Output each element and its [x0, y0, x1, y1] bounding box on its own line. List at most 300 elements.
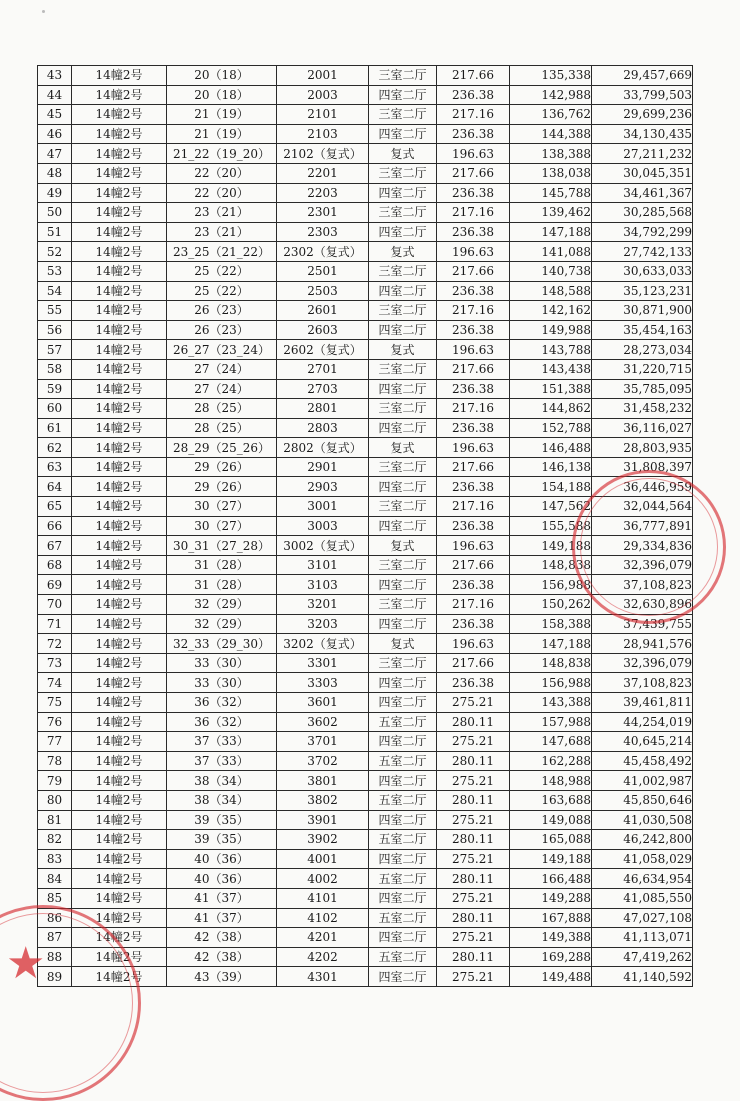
cell-area: 217.16	[437, 595, 510, 615]
cell-room-number: 2003	[277, 85, 369, 105]
cell-total-price: 34,461,367	[592, 183, 693, 203]
cell-row-number: 86	[38, 908, 72, 928]
cell-area: 280.11	[437, 751, 510, 771]
cell-unit-price: 138,038	[510, 163, 592, 183]
cell-total-price: 35,123,231	[592, 281, 693, 301]
cell-row-number: 52	[38, 242, 72, 262]
cell-area: 275.21	[437, 849, 510, 869]
cell-row-number: 84	[38, 869, 72, 889]
cell-room-number: 2603	[277, 320, 369, 340]
cell-unit-price: 142,988	[510, 85, 592, 105]
cell-building: 14幢2号	[72, 967, 167, 987]
cell-total-price: 41,113,071	[592, 928, 693, 948]
cell-unit-price: 147,188	[510, 222, 592, 242]
cell-layout-type: 四室二厅	[369, 810, 437, 830]
cell-unit-price: 142,162	[510, 301, 592, 321]
cell-area: 280.11	[437, 908, 510, 928]
cell-unit-price: 148,838	[510, 653, 592, 673]
cell-unit-price: 148,988	[510, 771, 592, 791]
cell-room-number: 2001	[277, 66, 369, 86]
cell-total-price: 30,871,900	[592, 301, 693, 321]
table-row	[38, 457, 693, 477]
cell-room-number: 2102（复式）	[277, 144, 369, 164]
cell-area: 280.11	[437, 830, 510, 850]
cell-layout-type: 四室二厅	[369, 124, 437, 144]
cell-row-number: 71	[38, 614, 72, 634]
cell-floor: 33（30）	[167, 673, 277, 693]
cell-unit-price: 147,188	[510, 634, 592, 654]
cell-layout-type: 三室二厅	[369, 399, 437, 419]
cell-layout-type: 四室二厅	[369, 673, 437, 693]
cell-building: 14幢2号	[72, 418, 167, 438]
cell-total-price: 31,458,232	[592, 399, 693, 419]
cell-row-number: 70	[38, 595, 72, 615]
cell-building: 14幢2号	[72, 163, 167, 183]
cell-unit-price: 144,388	[510, 124, 592, 144]
table-row	[38, 242, 693, 262]
cell-building: 14幢2号	[72, 105, 167, 125]
cell-row-number: 60	[38, 399, 72, 419]
table-row	[38, 908, 693, 928]
cell-room-number: 4202	[277, 947, 369, 967]
table-row	[38, 790, 693, 810]
cell-total-price: 34,792,299	[592, 222, 693, 242]
table-row	[38, 281, 693, 301]
cell-layout-type: 复式	[369, 634, 437, 654]
cell-room-number: 4001	[277, 849, 369, 869]
cell-total-price: 35,785,095	[592, 379, 693, 399]
cell-unit-price: 156,988	[510, 673, 592, 693]
table-row	[38, 163, 693, 183]
cell-floor: 27（24）	[167, 379, 277, 399]
cell-floor: 37（33）	[167, 751, 277, 771]
table-row	[38, 693, 693, 713]
table-row	[38, 575, 693, 595]
cell-building: 14幢2号	[72, 379, 167, 399]
cell-building: 14幢2号	[72, 320, 167, 340]
cell-unit-price: 166,488	[510, 869, 592, 889]
cell-area: 196.63	[437, 536, 510, 556]
cell-total-price: 37,108,823	[592, 575, 693, 595]
cell-area: 280.11	[437, 947, 510, 967]
table-row	[38, 869, 693, 889]
cell-layout-type: 三室二厅	[369, 203, 437, 223]
cell-row-number: 81	[38, 810, 72, 830]
cell-total-price: 40,645,214	[592, 732, 693, 752]
cell-layout-type: 复式	[369, 340, 437, 360]
cell-building: 14幢2号	[72, 203, 167, 223]
cell-row-number: 77	[38, 732, 72, 752]
cell-floor: 38（34）	[167, 790, 277, 810]
cell-layout-type: 三室二厅	[369, 555, 437, 575]
cell-layout-type: 三室二厅	[369, 105, 437, 125]
cell-building: 14幢2号	[72, 810, 167, 830]
cell-building: 14幢2号	[72, 634, 167, 654]
cell-floor: 39（35）	[167, 810, 277, 830]
cell-unit-price: 151,388	[510, 379, 592, 399]
table-row	[38, 810, 693, 830]
cell-unit-price: 149,088	[510, 810, 592, 830]
cell-floor: 42（38）	[167, 947, 277, 967]
cell-area: 236.38	[437, 124, 510, 144]
cell-building: 14幢2号	[72, 301, 167, 321]
cell-floor: 31（28）	[167, 575, 277, 595]
cell-layout-type: 四室二厅	[369, 849, 437, 869]
cell-area: 236.38	[437, 516, 510, 536]
cell-layout-type: 四室二厅	[369, 732, 437, 752]
cell-building: 14幢2号	[72, 144, 167, 164]
cell-room-number: 3003	[277, 516, 369, 536]
cell-total-price: 37,108,823	[592, 673, 693, 693]
cell-row-number: 58	[38, 359, 72, 379]
cell-floor: 26（23）	[167, 320, 277, 340]
cell-layout-type: 复式	[369, 438, 437, 458]
cell-building: 14幢2号	[72, 869, 167, 889]
cell-building: 14幢2号	[72, 85, 167, 105]
table-body	[38, 66, 693, 987]
cell-row-number: 75	[38, 693, 72, 713]
cell-unit-price: 149,488	[510, 967, 592, 987]
cell-unit-price: 145,788	[510, 183, 592, 203]
cell-row-number: 54	[38, 281, 72, 301]
cell-unit-price: 156,988	[510, 575, 592, 595]
cell-total-price: 41,085,550	[592, 888, 693, 908]
cell-layout-type: 三室二厅	[369, 261, 437, 281]
cell-building: 14幢2号	[72, 732, 167, 752]
cell-total-price: 32,396,079	[592, 555, 693, 575]
cell-area: 217.16	[437, 399, 510, 419]
cell-total-price: 28,803,935	[592, 438, 693, 458]
cell-area: 217.16	[437, 203, 510, 223]
cell-area: 236.38	[437, 379, 510, 399]
cell-floor: 32_33（29_30）	[167, 634, 277, 654]
cell-row-number: 76	[38, 712, 72, 732]
cell-row-number: 61	[38, 418, 72, 438]
cell-floor: 21_22（19_20）	[167, 144, 277, 164]
cell-area: 275.21	[437, 967, 510, 987]
cell-floor: 32（29）	[167, 595, 277, 615]
table-row	[38, 320, 693, 340]
cell-building: 14幢2号	[72, 516, 167, 536]
cell-area: 196.63	[437, 438, 510, 458]
cell-row-number: 83	[38, 849, 72, 869]
cell-total-price: 31,808,397	[592, 457, 693, 477]
cell-area: 196.63	[437, 634, 510, 654]
cell-layout-type: 三室二厅	[369, 653, 437, 673]
cell-area: 275.21	[437, 810, 510, 830]
cell-floor: 37（33）	[167, 732, 277, 752]
cell-building: 14幢2号	[72, 908, 167, 928]
cell-total-price: 32,396,079	[592, 653, 693, 673]
cell-row-number: 88	[38, 947, 72, 967]
cell-floor: 41（37）	[167, 908, 277, 928]
cell-room-number: 2601	[277, 301, 369, 321]
cell-area: 217.66	[437, 653, 510, 673]
cell-floor: 23（21）	[167, 203, 277, 223]
cell-total-price: 31,220,715	[592, 359, 693, 379]
cell-floor: 27（24）	[167, 359, 277, 379]
cell-room-number: 2803	[277, 418, 369, 438]
cell-unit-price: 149,188	[510, 849, 592, 869]
cell-total-price: 29,457,669	[592, 66, 693, 86]
cell-row-number: 80	[38, 790, 72, 810]
cell-room-number: 2501	[277, 261, 369, 281]
table-row	[38, 144, 693, 164]
cell-floor: 20（18）	[167, 85, 277, 105]
table-row	[38, 888, 693, 908]
cell-area: 236.38	[437, 320, 510, 340]
cell-building: 14幢2号	[72, 673, 167, 693]
cell-row-number: 62	[38, 438, 72, 458]
cell-room-number: 3601	[277, 693, 369, 713]
cell-row-number: 50	[38, 203, 72, 223]
cell-unit-price: 162,288	[510, 751, 592, 771]
cell-total-price: 33,799,503	[592, 85, 693, 105]
cell-room-number: 2203	[277, 183, 369, 203]
cell-room-number: 2903	[277, 477, 369, 497]
cell-building: 14幢2号	[72, 261, 167, 281]
cell-room-number: 2602（复式）	[277, 340, 369, 360]
cell-total-price: 41,140,592	[592, 967, 693, 987]
cell-room-number: 4002	[277, 869, 369, 889]
cell-unit-price: 143,438	[510, 359, 592, 379]
table-row	[38, 418, 693, 438]
cell-area: 275.21	[437, 732, 510, 752]
cell-unit-price: 169,288	[510, 947, 592, 967]
cell-layout-type: 四室二厅	[369, 418, 437, 438]
cell-layout-type: 四室二厅	[369, 281, 437, 301]
cell-floor: 32（29）	[167, 614, 277, 634]
table-row	[38, 516, 693, 536]
cell-row-number: 72	[38, 634, 72, 654]
table-row	[38, 634, 693, 654]
cell-layout-type: 三室二厅	[369, 163, 437, 183]
cell-room-number: 2103	[277, 124, 369, 144]
cell-total-price: 32,044,564	[592, 497, 693, 517]
cell-total-price: 29,334,836	[592, 536, 693, 556]
table-row	[38, 830, 693, 850]
cell-room-number: 2303	[277, 222, 369, 242]
cell-unit-price: 143,788	[510, 340, 592, 360]
cell-row-number: 67	[38, 536, 72, 556]
cell-total-price: 47,027,108	[592, 908, 693, 928]
cell-layout-type: 五室二厅	[369, 830, 437, 850]
cell-row-number: 73	[38, 653, 72, 673]
cell-total-price: 41,058,029	[592, 849, 693, 869]
cell-room-number: 2101	[277, 105, 369, 125]
cell-unit-price: 147,688	[510, 732, 592, 752]
cell-floor: 29（26）	[167, 477, 277, 497]
cell-unit-price: 158,388	[510, 614, 592, 634]
cell-unit-price: 149,188	[510, 536, 592, 556]
cell-building: 14幢2号	[72, 830, 167, 850]
cell-total-price: 36,777,891	[592, 516, 693, 536]
table-row	[38, 359, 693, 379]
cell-room-number: 3602	[277, 712, 369, 732]
cell-area: 217.16	[437, 301, 510, 321]
cell-building: 14幢2号	[72, 281, 167, 301]
cell-total-price: 46,634,954	[592, 869, 693, 889]
cell-area: 275.21	[437, 928, 510, 948]
cell-row-number: 48	[38, 163, 72, 183]
cell-row-number: 89	[38, 967, 72, 987]
cell-area: 217.16	[437, 497, 510, 517]
cell-room-number: 3901	[277, 810, 369, 830]
cell-room-number: 3201	[277, 595, 369, 615]
table-row	[38, 66, 693, 86]
cell-area: 236.38	[437, 183, 510, 203]
cell-layout-type: 四室二厅	[369, 693, 437, 713]
cell-total-price: 46,242,800	[592, 830, 693, 850]
cell-floor: 26（23）	[167, 301, 277, 321]
cell-row-number: 65	[38, 497, 72, 517]
cell-room-number: 3001	[277, 497, 369, 517]
cell-building: 14幢2号	[72, 183, 167, 203]
cell-unit-price: 154,188	[510, 477, 592, 497]
cell-floor: 41（37）	[167, 888, 277, 908]
cell-area: 236.38	[437, 575, 510, 595]
cell-building: 14幢2号	[72, 653, 167, 673]
cell-total-price: 30,045,351	[592, 163, 693, 183]
cell-layout-type: 五室二厅	[369, 947, 437, 967]
cell-layout-type: 四室二厅	[369, 183, 437, 203]
cell-floor: 25（22）	[167, 261, 277, 281]
table-row	[38, 849, 693, 869]
cell-unit-price: 155,588	[510, 516, 592, 536]
cell-room-number: 3103	[277, 575, 369, 595]
table-row	[38, 967, 693, 987]
table-row	[38, 261, 693, 281]
cell-row-number: 49	[38, 183, 72, 203]
cell-floor: 43（39）	[167, 967, 277, 987]
cell-area: 280.11	[437, 869, 510, 889]
cell-total-price: 47,419,262	[592, 947, 693, 967]
cell-area: 217.66	[437, 359, 510, 379]
cell-area: 280.11	[437, 712, 510, 732]
cell-area: 196.63	[437, 242, 510, 262]
cell-unit-price: 152,788	[510, 418, 592, 438]
cell-unit-price: 149,988	[510, 320, 592, 340]
cell-area: 217.66	[437, 555, 510, 575]
table-row	[38, 399, 693, 419]
cell-layout-type: 三室二厅	[369, 301, 437, 321]
table-row	[38, 340, 693, 360]
cell-building: 14幢2号	[72, 536, 167, 556]
cell-area: 236.38	[437, 614, 510, 634]
cell-area: 217.66	[437, 66, 510, 86]
cell-layout-type: 复式	[369, 144, 437, 164]
cell-unit-price: 146,488	[510, 438, 592, 458]
cell-floor: 21（19）	[167, 124, 277, 144]
cell-row-number: 68	[38, 555, 72, 575]
cell-floor: 23_25（21_22）	[167, 242, 277, 262]
cell-unit-price: 163,688	[510, 790, 592, 810]
cell-room-number: 2301	[277, 203, 369, 223]
cell-unit-price: 139,462	[510, 203, 592, 223]
cell-total-price: 41,030,508	[592, 810, 693, 830]
cell-floor: 29（26）	[167, 457, 277, 477]
cell-row-number: 82	[38, 830, 72, 850]
cell-layout-type: 四室二厅	[369, 379, 437, 399]
cell-layout-type: 四室二厅	[369, 967, 437, 987]
cell-building: 14幢2号	[72, 555, 167, 575]
cell-row-number: 66	[38, 516, 72, 536]
cell-room-number: 3203	[277, 614, 369, 634]
table-row	[38, 712, 693, 732]
table-row	[38, 438, 693, 458]
cell-floor: 39（35）	[167, 830, 277, 850]
cell-unit-price: 138,388	[510, 144, 592, 164]
cell-layout-type: 五室二厅	[369, 869, 437, 889]
cell-area: 236.38	[437, 477, 510, 497]
table-row	[38, 301, 693, 321]
table-row	[38, 947, 693, 967]
table-row	[38, 222, 693, 242]
cell-floor: 23（21）	[167, 222, 277, 242]
cell-layout-type: 四室二厅	[369, 85, 437, 105]
table-row	[38, 497, 693, 517]
cell-row-number: 57	[38, 340, 72, 360]
cell-floor: 28_29（25_26）	[167, 438, 277, 458]
cell-unit-price: 147,562	[510, 497, 592, 517]
cell-unit-price: 150,262	[510, 595, 592, 615]
cell-layout-type: 复式	[369, 242, 437, 262]
table-row	[38, 732, 693, 752]
cell-area: 217.66	[437, 261, 510, 281]
cell-floor: 36（32）	[167, 712, 277, 732]
cell-area: 275.21	[437, 771, 510, 791]
cell-area: 196.63	[437, 144, 510, 164]
cell-area: 236.38	[437, 85, 510, 105]
cell-row-number: 46	[38, 124, 72, 144]
cell-room-number: 3801	[277, 771, 369, 791]
cell-floor: 22（20）	[167, 183, 277, 203]
cell-layout-type: 四室二厅	[369, 516, 437, 536]
cell-area: 275.21	[437, 693, 510, 713]
cell-room-number: 3002（复式）	[277, 536, 369, 556]
cell-layout-type: 三室二厅	[369, 359, 437, 379]
cell-building: 14幢2号	[72, 595, 167, 615]
table-row	[38, 183, 693, 203]
cell-building: 14幢2号	[72, 242, 167, 262]
cell-building: 14幢2号	[72, 928, 167, 948]
cell-floor: 20（18）	[167, 66, 277, 86]
cell-total-price: 30,633,033	[592, 261, 693, 281]
table-row	[38, 379, 693, 399]
cell-building: 14幢2号	[72, 477, 167, 497]
cell-building: 14幢2号	[72, 340, 167, 360]
table-row	[38, 673, 693, 693]
cell-layout-type: 三室二厅	[369, 66, 437, 86]
cell-floor: 30_31（27_28）	[167, 536, 277, 556]
table-row	[38, 203, 693, 223]
cell-floor: 28（25）	[167, 418, 277, 438]
cell-room-number: 3301	[277, 653, 369, 673]
cell-layout-type: 三室二厅	[369, 595, 437, 615]
cell-total-price: 36,446,959	[592, 477, 693, 497]
cell-building: 14幢2号	[72, 497, 167, 517]
cell-building: 14幢2号	[72, 849, 167, 869]
cell-total-price: 30,285,568	[592, 203, 693, 223]
table-row	[38, 595, 693, 615]
cell-area: 280.11	[437, 790, 510, 810]
cell-room-number: 3303	[277, 673, 369, 693]
cell-unit-price: 141,088	[510, 242, 592, 262]
cell-row-number: 55	[38, 301, 72, 321]
cell-total-price: 27,742,133	[592, 242, 693, 262]
cell-building: 14幢2号	[72, 751, 167, 771]
cell-area: 236.38	[437, 222, 510, 242]
